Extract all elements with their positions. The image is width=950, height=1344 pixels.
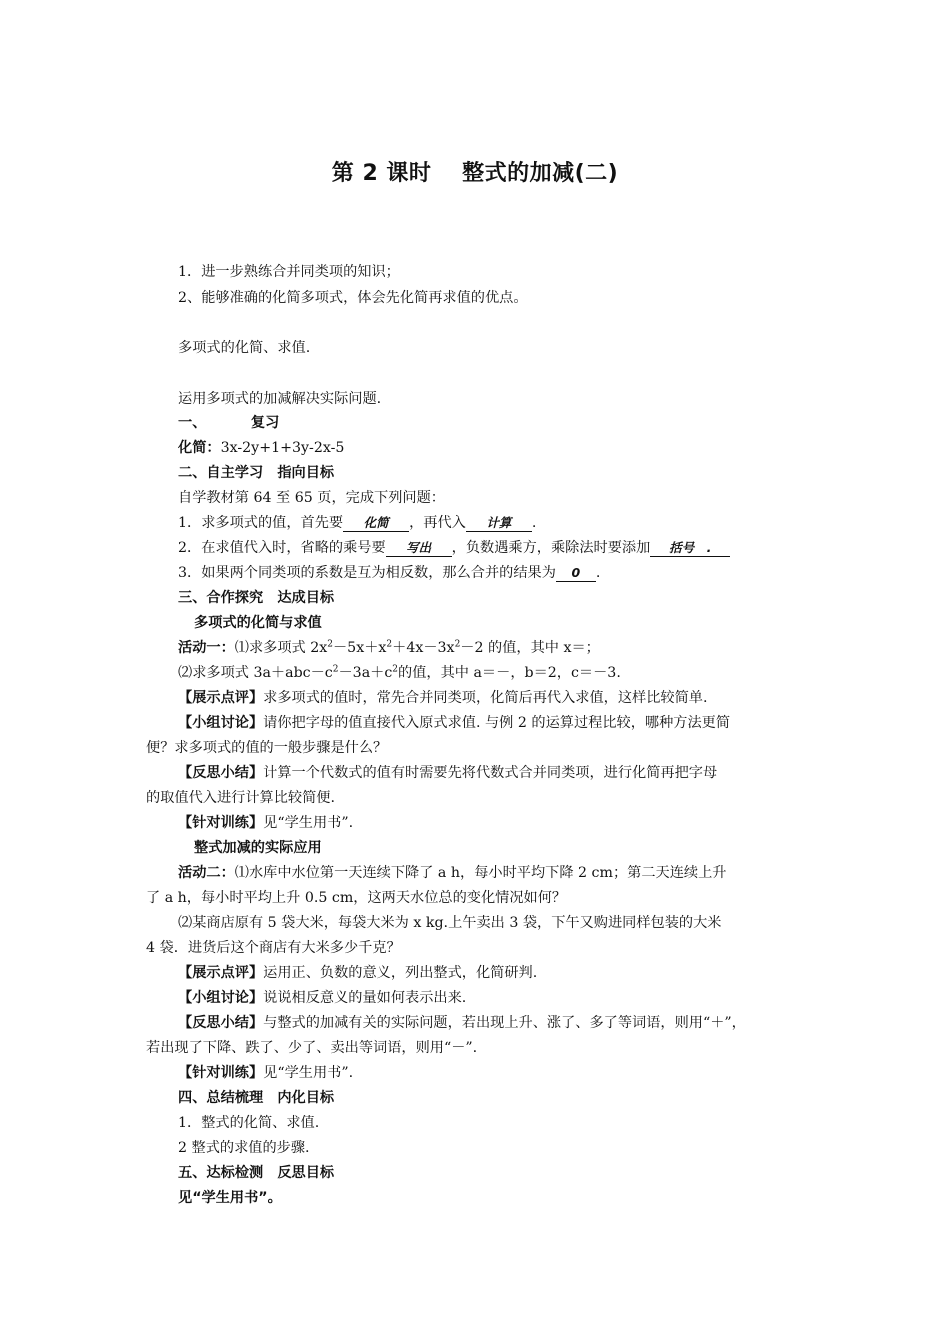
act1-p2c: 的值，其中 a＝－，b＝2，c＝－3.	[398, 665, 621, 681]
activity-2-part-1	[178, 863, 726, 883]
q2-answer-1: 写出	[386, 540, 452, 557]
show-comment-text: 求多项式的值时，常先合并同类项，化简后再代入求值，这样比较简单.	[263, 690, 708, 706]
act2-p1a: ⑴水库中水位第一天连续下降了 a h，每小时平均下降 2 cm；第二天连续上升	[234, 865, 727, 881]
section-3-subheading-2: 整式加减的实际应用	[194, 840, 322, 856]
act1-training	[178, 813, 353, 833]
show-comment-label: 【展示点评】	[178, 965, 264, 981]
reflection-label: 【反思小结】	[178, 1015, 264, 1031]
self-study-intro: 自学教材第 64 至 65 页，完成下列问题：	[178, 490, 445, 506]
q1-answer-1: 化简	[343, 515, 409, 532]
activity-2-part-2-cont: 4 袋．进货后这个商店有大米多少千克？	[146, 940, 401, 956]
q2-text-a: 2．在求值代入时，省略的乘号要	[178, 540, 386, 556]
act1-p1d: －2 的值，其中 x＝；	[460, 640, 600, 656]
sup-2: 2	[332, 664, 339, 675]
section-1-title: 复习	[250, 415, 280, 431]
act2-reflection	[178, 1013, 746, 1033]
section-2-heading: 二、自主学习 指向目标	[178, 465, 335, 481]
group-discussion-text: 请你把字母的值直接代入原式求值. 与例 2 的运算过程比较，哪种方法更简	[263, 715, 731, 731]
sup-2: 2	[386, 639, 393, 650]
sup-2: 2	[454, 639, 461, 650]
act1-show-comment	[178, 688, 707, 708]
act1-reflection	[178, 763, 717, 783]
summary-item-2: 2 整式的求值的步骤.	[178, 1140, 310, 1156]
q1-answer-2: 计算	[466, 515, 532, 532]
act2-training	[178, 1063, 353, 1083]
section-1-heading	[178, 413, 279, 433]
section-5-text: 见“学生用书”。	[178, 1190, 282, 1206]
section-4-heading: 四、总结梳理 内化目标	[178, 1090, 335, 1106]
act1-group-discussion	[178, 713, 730, 733]
key-point: 多项式的化简、求值.	[178, 340, 311, 356]
page-title: 第 2 课时 整式的加减(二)	[331, 161, 619, 186]
self-study-q1	[178, 513, 536, 533]
section-5-heading: 五、达标检测 反思目标	[178, 1165, 335, 1181]
act1-p1b: －5x＋x	[332, 640, 387, 656]
group-discussion-label: 【小组讨论】	[178, 990, 264, 1006]
q2-answer-2: 括号 .	[650, 540, 730, 557]
section-1-number: 一、	[178, 415, 207, 431]
objective-1: 1．进一步熟练合并同类项的知识；	[178, 264, 400, 280]
section-3-subheading-1: 多项式的化简与求值	[194, 615, 322, 631]
sup-2: 2	[327, 639, 333, 650]
q1-text-b: ，再代入	[409, 515, 466, 531]
training-label: 【针对训练】	[178, 815, 264, 831]
act1-p1c: ＋4x－3x	[392, 640, 455, 656]
show-comment-text: 运用正、负数的意义，列出整式，化简研判.	[263, 965, 538, 981]
act1-p1a: ⑴求多项式 2x	[234, 640, 328, 656]
summary-item-1: 1．整式的化简、求值.	[178, 1115, 320, 1131]
review-expression: 3x-2y+1+3y-2x-5	[220, 440, 345, 456]
act2-group-discussion	[178, 988, 466, 1008]
activity-1-part-2	[178, 663, 621, 683]
difficulty: 运用多项式的加减解决实际问题.	[178, 391, 382, 407]
reflection-text: 与整式的加减有关的实际问题，若出现上升、涨了、多了等词语，则用“＋”，	[263, 1015, 746, 1031]
q3-text-a: 3．如果两个同类项的系数是互为相反数，那么合并的结果为	[178, 565, 556, 581]
q1-text-a: 1．求多项式的值，首先要	[178, 515, 344, 531]
group-discussion-label: 【小组讨论】	[178, 715, 264, 731]
activity-2-part-2: ⑵某商店原有 5 袋大米，每袋大米为 x kg.上午卖出 3 袋，下午又购进同样包装的大米	[178, 915, 722, 931]
act2-show-comment	[178, 963, 537, 983]
review-label: 化简：	[178, 440, 221, 456]
section-3-heading: 三、合作探究 达成目标	[178, 590, 335, 606]
reflection-text: 计算一个代数式的值有时需要先将代数式合并同类项，进行化简再把字母	[263, 765, 718, 781]
act1-reflection-cont: 的取值代入进行计算比较简便.	[146, 790, 335, 806]
q1-text-c: .	[531, 515, 537, 531]
activity-1-part-1	[178, 638, 600, 658]
q2-text-b: ，负数遇乘方，乘除法时要添加	[451, 540, 651, 556]
reflection-label: 【反思小结】	[178, 765, 264, 781]
act1-group-discussion-cont: 便？求多项式的值的一般步骤是什么？	[146, 740, 388, 756]
self-study-q2	[178, 538, 730, 558]
act1-p2b: －3a＋c	[338, 665, 393, 681]
act1-p2a: ⑵求多项式 3a＋abc－c	[178, 665, 333, 681]
q3-answer: 0	[556, 565, 596, 582]
sup-2: 2	[392, 664, 399, 675]
q3-text-b: .	[595, 565, 601, 581]
group-discussion-text: 说说相反意义的量如何表示出来.	[263, 990, 467, 1006]
show-comment-label: 【展示点评】	[178, 690, 264, 706]
activity-2-label: 活动二：	[178, 865, 235, 881]
review-line	[178, 438, 344, 458]
training-text: 见“学生用书”.	[263, 1065, 354, 1081]
training-label: 【针对训练】	[178, 1065, 264, 1081]
act2-reflection-cont: 若出现了下降、跌了、少了、卖出等词语，则用“－”.	[146, 1040, 478, 1056]
training-text: 见“学生用书”.	[263, 815, 354, 831]
objective-2: 2、能够准确的化简多项式，体会先化简再求值的优点。	[178, 290, 528, 306]
activity-2-part-1-cont: 了 a h，每小时平均上升 0.5 cm，这两天水位总的变化情况如何？	[146, 890, 567, 906]
self-study-q3	[178, 563, 600, 583]
activity-1-label: 活动一：	[178, 640, 235, 656]
